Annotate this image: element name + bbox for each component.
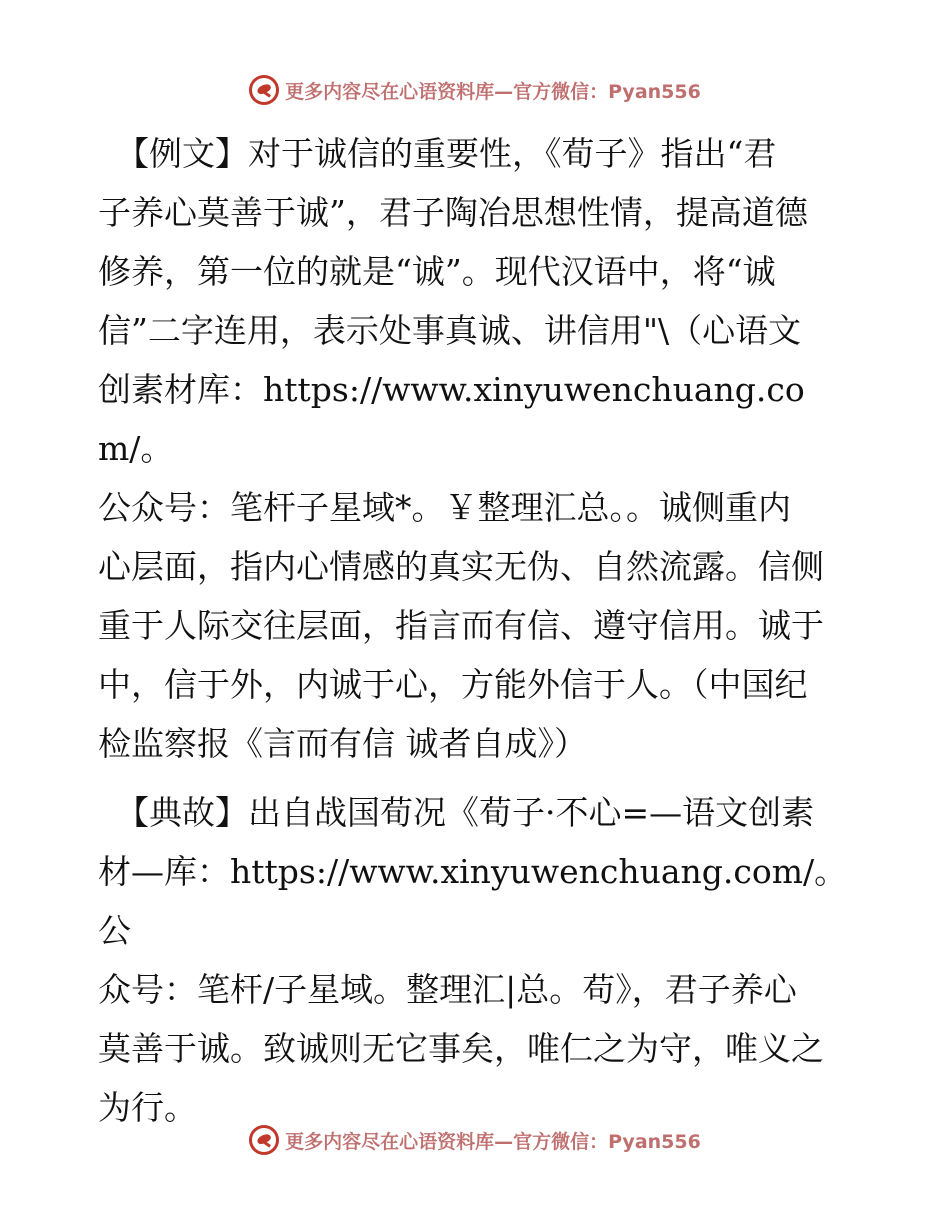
text-line: 公众号：笔杆子星域*。￥整理汇总。。诚侧重内: [98, 488, 791, 527]
text-line: 子养心莫善于诚”，君子陶冶思想性情，提高道德: [98, 193, 808, 232]
pen-logo-icon: [249, 1125, 279, 1155]
text-line: 中，信于外，内诚于心，方能外信于人。（中国纪: [98, 665, 808, 704]
document-body: [98, 124, 858, 1137]
text-line: 众号：笔杆/子星域。整理汇|总。苟》，君子养心: [98, 970, 797, 1009]
footer-banner-text: 更多内容尽在心语资料库—官方微信：Pyan556: [285, 1130, 701, 1153]
text-line: 【典故】出自战国荀况《荀子·不心=—语文创素: [116, 793, 815, 832]
text-line: 重于人际交往层面，指言而有信、遵守信用。诚于: [98, 606, 824, 645]
text-line: 信”二字连用，表示处事真诚、讲信用"\（心语文: [98, 311, 802, 350]
header-banner-text: 更多内容尽在心语资料库—官方微信：Pyan556: [285, 80, 701, 103]
pen-logo-icon: [249, 75, 279, 105]
text-line: 修养，第一位的就是“诚”。现代汉语中，将“诚: [98, 252, 776, 291]
text-line: 【例文】对于诚信的重要性，《荀子》指出“君: [116, 134, 777, 173]
text-line: 检监察报《言而有信 诚者自成》）: [98, 724, 587, 763]
header-banner: [0, 70, 950, 110]
paragraph-allusion: [98, 783, 858, 1137]
footer-banner: [0, 1120, 950, 1160]
text-line: 材—库：https://www.xinyuwenchuang.com/。公: [98, 852, 848, 950]
paragraph-example: [98, 124, 858, 773]
text-line: 心层面，指内心情感的真实无伪、自然流露。信侧: [98, 547, 824, 586]
text-line: 创素材库：https://www.xinyuwenchuang.com/。: [98, 370, 805, 468]
text-line: 为行。: [98, 1088, 197, 1127]
text-line: 莫善于诚。致诚则无它事矣，唯仁之为守，唯义之: [98, 1029, 824, 1068]
